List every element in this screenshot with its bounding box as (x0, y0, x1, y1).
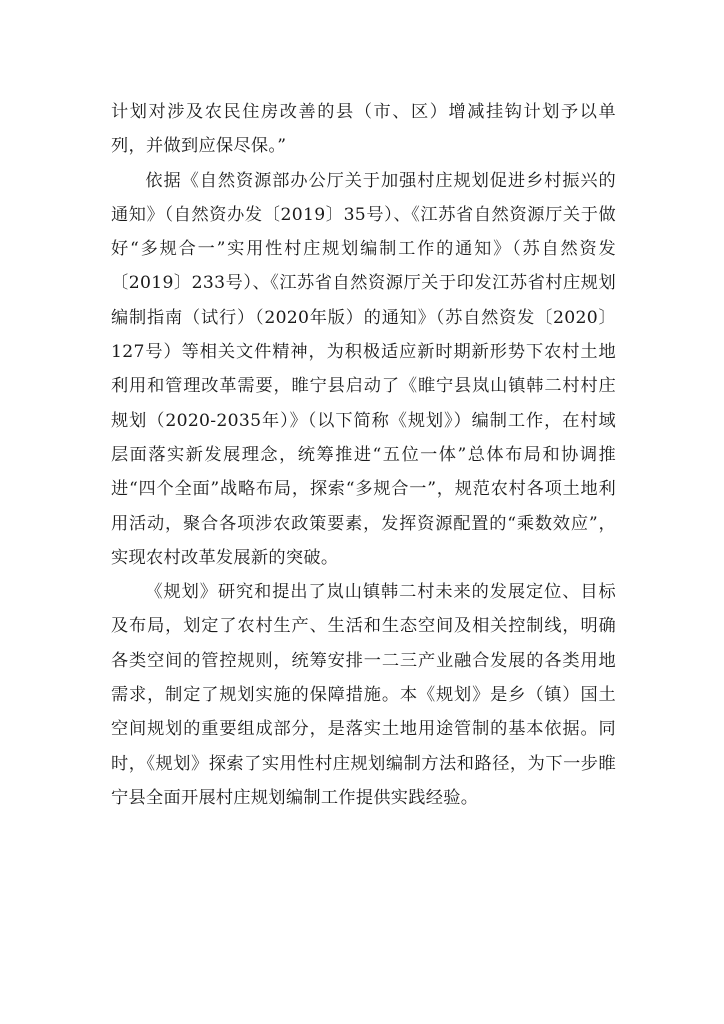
paragraph-background: 依据《自然资源部办公厅关于加强村庄规划促进乡村振兴的通知》（自然资办发〔2019〕35号）、《江苏省自然资源厅关于做好“多规合一”实用性村庄规划编制工作的通知》（苏自然资发〔2019〕233号）、《江苏省自然资源厅关于印发江苏省村庄规划编制指南（试行）（2020年版）的通知》（苏自然资发〔2020〕127号）等相关文件精神，为积极适应新时期新形势下农村土地利用和管理改革需要，睢宁县启动了《睢宁县岚山镇韩二村村庄规划（2020-2035年）》（以下简称《规划》）编制工作，在村域层面落实新发展理念，统筹推进“五位一体”总体布局和协调推进“四个全面”战略布局，探索“多规合一”，规范农村各项土地利用活动，聚合各项涉农政策要素，发挥资源配置的“乘数效应”，实现农村改革发展新的突破。 (111, 170, 616, 568)
body-text (111, 95, 616, 815)
paragraph-continuation: 计划对涉及农民住房改善的县（市、区）增减挂钩计划予以单列，并做到应保尽保。” (111, 102, 616, 157)
paragraph-plan-summary: 《规划》研究和提出了岚山镇韩二村未来的发展定位、目标及布局，划定了农村生产、生活和生态空间及相关控制线，明确各类空间的管控规则，统筹安排一二三产业融合发展的各类用地需求，制定了规划实施的保障措施。本《规划》是乡（镇）国土空间规划的重要组成部分，是落实土地用途管制的基本依据。同时，《规划》探索了实用性村庄规划编制方法和路径，为下一步睢宁县全面开展村庄规划编制工作提供实践经验。 (111, 582, 616, 808)
